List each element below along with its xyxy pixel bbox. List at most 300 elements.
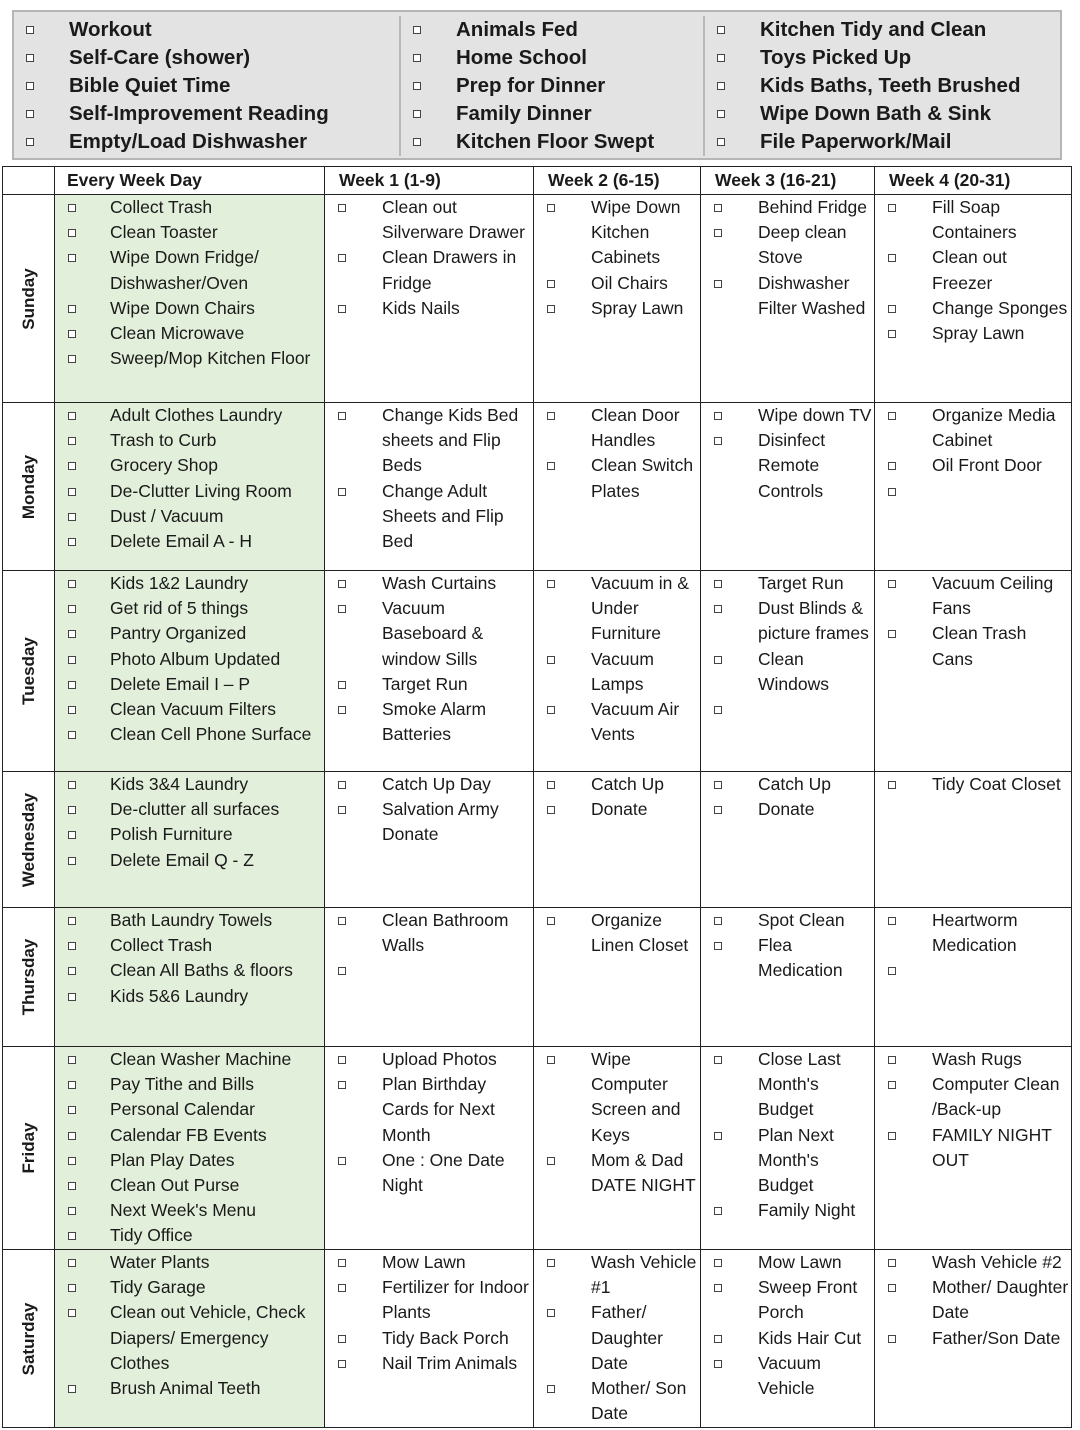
every-week-day-task-item — [55, 958, 324, 983]
week-task-label: Spray Lawn — [591, 297, 684, 318]
week-task-item — [534, 453, 700, 503]
every-week-day-task-item — [55, 1148, 324, 1173]
week-task-item — [534, 1047, 700, 1148]
every-week-day-task-item — [55, 908, 324, 933]
checkbox[interactable] — [68, 706, 76, 714]
checkbox[interactable] — [338, 1081, 346, 1089]
checkbox[interactable] — [547, 917, 555, 925]
week-task-label: Change Adult Sheets and Flip Bed — [382, 480, 504, 552]
every-week-day-task-item — [55, 428, 324, 453]
week-task-label: Oil Chairs — [591, 272, 668, 293]
checkbox[interactable] — [547, 1385, 555, 1393]
daily-task-item — [14, 128, 399, 156]
checkbox[interactable] — [714, 1335, 722, 1343]
week-task-item — [875, 403, 1071, 453]
week-task-label: FAMILY NIGHT OUT — [932, 1124, 1052, 1170]
daily-task-label: Home School — [456, 46, 587, 69]
checkbox[interactable] — [68, 1132, 76, 1140]
week-task-item — [875, 1275, 1071, 1325]
every-week-day-task-item — [55, 479, 324, 504]
every-week-day-task-label: Clean Toaster — [110, 222, 218, 243]
checkbox[interactable] — [413, 110, 421, 118]
checkbox[interactable] — [888, 917, 896, 925]
header-corner — [3, 167, 55, 195]
checkbox[interactable] — [338, 488, 346, 496]
checkbox[interactable] — [888, 630, 896, 638]
checkbox[interactable] — [26, 110, 34, 118]
checkbox[interactable] — [547, 1309, 555, 1317]
week-task-item — [875, 621, 1071, 671]
every-week-day-task-label: Personal Calendar — [110, 1099, 255, 1120]
week-task-item — [701, 1047, 874, 1123]
week-task-item — [701, 1275, 874, 1325]
week-2-cell — [534, 772, 701, 908]
every-week-day-task-item — [55, 529, 324, 554]
week-task-label: Heartworm Medication — [932, 910, 1018, 956]
weekly-chore-table — [2, 166, 1072, 1428]
week-task-item — [875, 571, 1071, 621]
week-task-label: Change Kids Bed sheets and Flip Beds — [382, 405, 519, 476]
daily-task-item — [401, 16, 705, 44]
checkbox[interactable] — [338, 806, 346, 814]
checkbox[interactable] — [714, 1360, 722, 1368]
week-task-item — [701, 271, 874, 321]
checkbox[interactable] — [26, 82, 34, 90]
checkbox[interactable] — [714, 656, 722, 664]
checkbox[interactable] — [888, 488, 896, 496]
every-week-day-task-label: Kids 5&6 Laundry — [110, 985, 249, 1006]
checkbox[interactable] — [338, 1284, 346, 1292]
every-week-day-task-label: Trash to Curb — [110, 430, 217, 451]
week-task-item — [325, 908, 533, 958]
every-week-day-task-item — [55, 797, 324, 822]
daily-task-item — [401, 128, 705, 156]
checkbox[interactable] — [717, 26, 725, 34]
week-task-item — [875, 296, 1071, 321]
checkbox[interactable] — [413, 82, 421, 90]
checkbox[interactable] — [547, 580, 555, 588]
week-3-cell — [701, 571, 875, 772]
checkbox[interactable] — [26, 54, 34, 62]
checkbox[interactable] — [547, 204, 555, 212]
every-week-day-task-item — [55, 772, 324, 797]
week-task-item — [701, 571, 874, 596]
every-week-day-task-item — [55, 848, 324, 873]
daily-task-item — [401, 44, 705, 72]
every-week-day-cell — [55, 1047, 325, 1250]
checkbox[interactable] — [714, 605, 722, 613]
checkbox[interactable] — [68, 1232, 76, 1240]
daily-task-label: Self-Improvement Reading — [69, 102, 329, 125]
every-week-day-task-label: Delete Email A - H — [110, 531, 252, 552]
checkbox[interactable] — [547, 305, 555, 313]
checkbox[interactable] — [717, 82, 725, 90]
checkbox[interactable] — [338, 412, 346, 420]
checkbox[interactable] — [547, 1157, 555, 1165]
checkbox[interactable] — [717, 110, 725, 118]
every-week-day-task-item — [55, 571, 324, 596]
checkbox[interactable] — [338, 967, 346, 975]
checkbox[interactable] — [888, 254, 896, 262]
week-task-label: Tidy Coat Closet — [932, 774, 1061, 794]
checkbox[interactable] — [338, 681, 346, 689]
week-task-label: Wash Curtains — [382, 573, 497, 593]
week-2-cell — [534, 1047, 701, 1250]
week-1-cell — [325, 571, 534, 772]
week-3-cell — [701, 1047, 875, 1250]
week-task-label: Vacuum Air Vents — [591, 699, 680, 745]
checkbox[interactable] — [338, 1157, 346, 1165]
checkbox[interactable] — [68, 1284, 76, 1292]
day-label-cell — [3, 1250, 55, 1428]
week-1-cell — [325, 772, 534, 908]
checkbox[interactable] — [547, 706, 555, 714]
week-task-label: Father/Son Date — [932, 1327, 1061, 1348]
week-1-cell — [325, 1250, 534, 1428]
day-row-wednesday — [3, 772, 1072, 908]
checkbox[interactable] — [338, 305, 346, 313]
every-week-day-task-label: Clean All Baths & floors — [110, 960, 293, 981]
checkbox[interactable] — [68, 1259, 76, 1267]
week-task-item — [325, 1351, 533, 1376]
every-week-day-task-label: Clean Out Purse — [110, 1175, 240, 1196]
checkbox[interactable] — [68, 917, 76, 925]
checkbox[interactable] — [714, 280, 722, 288]
checkbox[interactable] — [26, 26, 34, 34]
every-week-day-task-item — [55, 453, 324, 478]
week-1-cell — [325, 403, 534, 571]
checkbox[interactable] — [338, 1259, 346, 1267]
week-task-label: Clean out Silverware Drawer — [382, 197, 525, 243]
week-task-item — [701, 1123, 874, 1199]
week-3-cell — [701, 908, 875, 1047]
checkbox[interactable] — [547, 412, 555, 420]
every-week-day-task-item — [55, 195, 324, 220]
week-task-item — [875, 479, 1071, 496]
week-task-item — [701, 1326, 874, 1351]
week-task-item — [875, 1326, 1071, 1351]
week-task-label: Clean out Freezer — [932, 247, 1007, 293]
daily-task-item — [705, 44, 1062, 72]
week-task-item — [534, 1300, 700, 1376]
checkbox[interactable] — [68, 857, 76, 865]
header-row — [3, 167, 1072, 195]
week-task-item — [325, 958, 533, 975]
checkbox[interactable] — [338, 917, 346, 925]
week-task-item — [325, 797, 533, 847]
checkbox[interactable] — [547, 781, 555, 789]
every-week-day-task-item — [55, 672, 324, 697]
day-label-cell — [3, 403, 55, 571]
checkbox[interactable] — [888, 1056, 896, 1064]
checkbox[interactable] — [68, 1309, 76, 1317]
week-task-label: Vacuum Baseboard & window Sills — [382, 598, 484, 669]
header-week-2: Week 2 (6-15) — [534, 167, 701, 195]
checkbox[interactable] — [888, 204, 896, 212]
week-task-label: Catch Up — [591, 774, 664, 794]
week-task-label: Wipe Computer Screen and Keys — [591, 1049, 681, 1145]
week-task-item — [534, 1250, 700, 1300]
week-task-label: Clean Switch Plates — [591, 455, 694, 501]
week-task-item — [325, 1047, 533, 1072]
checkbox[interactable] — [338, 605, 346, 613]
daily-task-item — [14, 16, 399, 44]
checkbox[interactable] — [68, 355, 76, 363]
checkbox[interactable] — [68, 656, 76, 664]
checkbox[interactable] — [68, 204, 76, 212]
checkbox[interactable] — [888, 1081, 896, 1089]
checkbox[interactable] — [547, 1056, 555, 1064]
checkbox[interactable] — [714, 412, 722, 420]
every-week-day-task-label: Plan Play Dates — [110, 1149, 235, 1170]
checkbox[interactable] — [888, 967, 896, 975]
daily-task-label: Wipe Down Bath & Sink — [760, 102, 992, 125]
daily-task-label: Bible Quiet Time — [69, 74, 231, 97]
day-label-cell — [3, 195, 55, 403]
week-task-item — [325, 571, 533, 596]
checkbox[interactable] — [68, 305, 76, 313]
checkbox[interactable] — [717, 138, 725, 146]
daily-task-label: Kitchen Floor Swept — [456, 130, 655, 153]
checkbox[interactable] — [68, 681, 76, 689]
checkbox[interactable] — [338, 580, 346, 588]
checkbox[interactable] — [547, 462, 555, 470]
week-task-item — [875, 1250, 1071, 1275]
checkbox[interactable] — [338, 1056, 346, 1064]
checkbox[interactable] — [888, 1259, 896, 1267]
week-task-label: Donate — [758, 799, 815, 820]
checkbox[interactable] — [68, 580, 76, 588]
every-week-day-cell — [55, 908, 325, 1047]
daily-column-1 — [14, 16, 399, 156]
week-task-label: Wash Vehicle #2 — [932, 1252, 1062, 1272]
week-task-label: Computer Clean /Back-up — [932, 1074, 1060, 1120]
every-week-day-task-label: Clean out Vehicle, Check Diapers/ Emergency Clothes — [110, 1302, 306, 1373]
checkbox[interactable] — [714, 204, 722, 212]
every-week-day-task-label: Clean Cell Phone Surface — [110, 724, 312, 745]
checkbox[interactable] — [714, 1207, 722, 1215]
checkbox[interactable] — [68, 831, 76, 839]
checkbox[interactable] — [68, 1207, 76, 1215]
checkbox[interactable] — [68, 630, 76, 638]
every-week-day-task-item — [55, 1123, 324, 1148]
week-task-item — [534, 1148, 700, 1198]
day-label: Sunday — [18, 267, 38, 330]
week-task-item — [701, 1198, 874, 1223]
checkbox[interactable] — [888, 305, 896, 313]
every-week-day-task-item — [55, 1198, 324, 1223]
daily-task-label: Empty/Load Dishwasher — [69, 130, 308, 153]
daily-task-label: Workout — [69, 18, 152, 41]
checkbox[interactable] — [888, 1132, 896, 1140]
checkbox[interactable] — [68, 437, 76, 445]
week-task-item — [701, 933, 874, 983]
checkbox[interactable] — [714, 229, 722, 237]
checkbox[interactable] — [68, 462, 76, 470]
checkbox[interactable] — [547, 1259, 555, 1267]
checkbox[interactable] — [68, 412, 76, 420]
week-task-label: Wipe down TV — [758, 405, 872, 425]
every-week-day-task-item — [55, 1072, 324, 1097]
checkbox[interactable] — [68, 488, 76, 496]
every-week-day-task-label: Delete Email I – P — [110, 673, 251, 694]
week-task-item — [325, 697, 533, 747]
week-task-label: Father/ Daughter Date — [591, 1302, 663, 1373]
every-week-day-cell — [55, 1250, 325, 1428]
week-4-cell — [875, 772, 1072, 908]
week-task-label: Catch Up — [758, 774, 831, 794]
every-week-day-task-label: Bath Laundry Towels — [110, 910, 273, 930]
every-week-day-task-label: Delete Email Q - Z — [110, 849, 254, 870]
checkbox[interactable] — [714, 1132, 722, 1140]
checkbox[interactable] — [714, 437, 722, 445]
week-task-item — [534, 403, 700, 453]
checkbox[interactable] — [888, 1335, 896, 1343]
week-2-cell — [534, 571, 701, 772]
checkbox[interactable] — [714, 917, 722, 925]
checkbox[interactable] — [714, 806, 722, 814]
checkbox[interactable] — [547, 806, 555, 814]
week-1-cell — [325, 195, 534, 403]
every-week-day-task-label: Tidy Office — [110, 1225, 193, 1246]
every-week-day-task-label: Wipe Down Chairs — [110, 297, 255, 318]
checkbox[interactable] — [68, 254, 76, 262]
daily-column-2 — [399, 16, 705, 156]
checkbox[interactable] — [68, 993, 76, 1001]
checkbox[interactable] — [714, 781, 722, 789]
checkbox[interactable] — [888, 781, 896, 789]
checkbox[interactable] — [338, 781, 346, 789]
checkbox[interactable] — [68, 538, 76, 546]
checkbox[interactable] — [888, 580, 896, 588]
week-task-label: Mow Lawn — [758, 1252, 842, 1272]
every-week-day-cell — [55, 571, 325, 772]
checkbox[interactable] — [413, 26, 421, 34]
checkbox[interactable] — [714, 1259, 722, 1267]
checkbox[interactable] — [888, 412, 896, 420]
every-week-day-task-label: Pantry Organized — [110, 623, 247, 644]
week-task-label: Spot Clean — [758, 910, 845, 930]
week-task-item — [325, 1072, 533, 1148]
daily-task-label: Animals Fed — [456, 18, 578, 41]
every-week-day-task-item — [55, 1250, 324, 1275]
every-week-day-task-item — [55, 245, 324, 295]
checkbox[interactable] — [68, 1081, 76, 1089]
checkbox[interactable] — [547, 280, 555, 288]
checkbox[interactable] — [68, 1106, 76, 1114]
week-task-item — [325, 245, 533, 295]
checkbox[interactable] — [714, 1056, 722, 1064]
week-4-cell — [875, 403, 1072, 571]
checkbox[interactable] — [714, 942, 722, 950]
every-week-day-task-label: De-clutter all surfaces — [110, 799, 280, 820]
week-task-item — [534, 772, 700, 797]
daily-task-item — [705, 16, 1062, 44]
checkbox[interactable] — [714, 580, 722, 588]
daily-task-item — [14, 72, 399, 100]
week-task-item — [701, 772, 874, 797]
daily-task-label: Family Dinner — [456, 102, 592, 125]
checkbox[interactable] — [413, 54, 421, 62]
every-week-day-task-label: Photo Album Updated — [110, 648, 281, 669]
checkbox[interactable] — [68, 229, 76, 237]
every-week-day-task-label: Kids 3&4 Laundry — [110, 774, 249, 794]
checkbox[interactable] — [68, 1182, 76, 1190]
checkbox[interactable] — [68, 942, 76, 950]
week-task-item — [534, 571, 700, 647]
every-week-day-task-item — [55, 1047, 324, 1072]
checkbox[interactable] — [68, 781, 76, 789]
checkbox[interactable] — [888, 1284, 896, 1292]
checkbox[interactable] — [68, 731, 76, 739]
checkbox[interactable] — [338, 1360, 346, 1368]
checkbox[interactable] — [888, 330, 896, 338]
week-task-item — [701, 908, 874, 933]
checkbox[interactable] — [26, 138, 34, 146]
week-4-cell — [875, 908, 1072, 1047]
every-week-day-task-label: Polish Furniture — [110, 824, 233, 845]
checkbox[interactable] — [68, 1385, 76, 1393]
checkbox[interactable] — [68, 806, 76, 814]
checkbox[interactable] — [338, 1335, 346, 1343]
day-label: Saturday — [18, 1302, 38, 1375]
checkbox[interactable] — [68, 1157, 76, 1165]
week-task-label: Oil Front Door — [932, 455, 1042, 476]
checkbox[interactable] — [338, 706, 346, 714]
week-task-label: Vacuum Lamps — [591, 648, 654, 694]
week-4-cell — [875, 195, 1072, 403]
every-week-day-task-item — [55, 403, 324, 428]
checkbox[interactable] — [338, 254, 346, 262]
week-task-label: Deep clean Stove — [758, 222, 847, 268]
week-task-item — [701, 1250, 874, 1275]
week-task-label: Spray Lawn — [932, 323, 1025, 344]
checkbox[interactable] — [413, 138, 421, 146]
checkbox[interactable] — [68, 967, 76, 975]
header-week-3: Week 3 (16-21) — [701, 167, 875, 195]
every-week-day-task-label: Collect Trash — [110, 935, 213, 956]
week-task-item — [325, 1148, 533, 1198]
checkbox[interactable] — [68, 330, 76, 338]
week-task-label: Vacuum Vehicle — [758, 1352, 821, 1399]
daily-task-item — [705, 72, 1062, 100]
week-task-item — [701, 1351, 874, 1401]
every-week-day-task-label: Sweep/Mop Kitchen Floor — [110, 348, 311, 369]
week-task-label: Mom & Dad DATE NIGHT — [591, 1149, 696, 1196]
week-task-label: Donate — [591, 799, 648, 820]
checkbox[interactable] — [338, 204, 346, 212]
day-row-sunday — [3, 195, 1072, 403]
checkbox[interactable] — [68, 1056, 76, 1064]
day-row-friday — [3, 1047, 1072, 1250]
week-task-item — [534, 1376, 700, 1426]
checkbox[interactable] — [714, 706, 722, 714]
checkbox[interactable] — [68, 513, 76, 521]
day-label-cell — [3, 772, 55, 908]
checkbox[interactable] — [717, 54, 725, 62]
day-label-cell — [3, 571, 55, 772]
every-week-day-task-item — [55, 296, 324, 321]
week-task-item — [875, 453, 1071, 478]
checkbox[interactable] — [714, 1284, 722, 1292]
week-task-item — [875, 958, 1071, 975]
daily-task-label: Kitchen Tidy and Clean — [760, 18, 987, 41]
checkbox[interactable] — [547, 656, 555, 664]
checkbox[interactable] — [888, 462, 896, 470]
day-row-monday — [3, 403, 1072, 571]
checkbox[interactable] — [68, 605, 76, 613]
week-task-label: Close Last Month's Budget — [758, 1049, 841, 1120]
